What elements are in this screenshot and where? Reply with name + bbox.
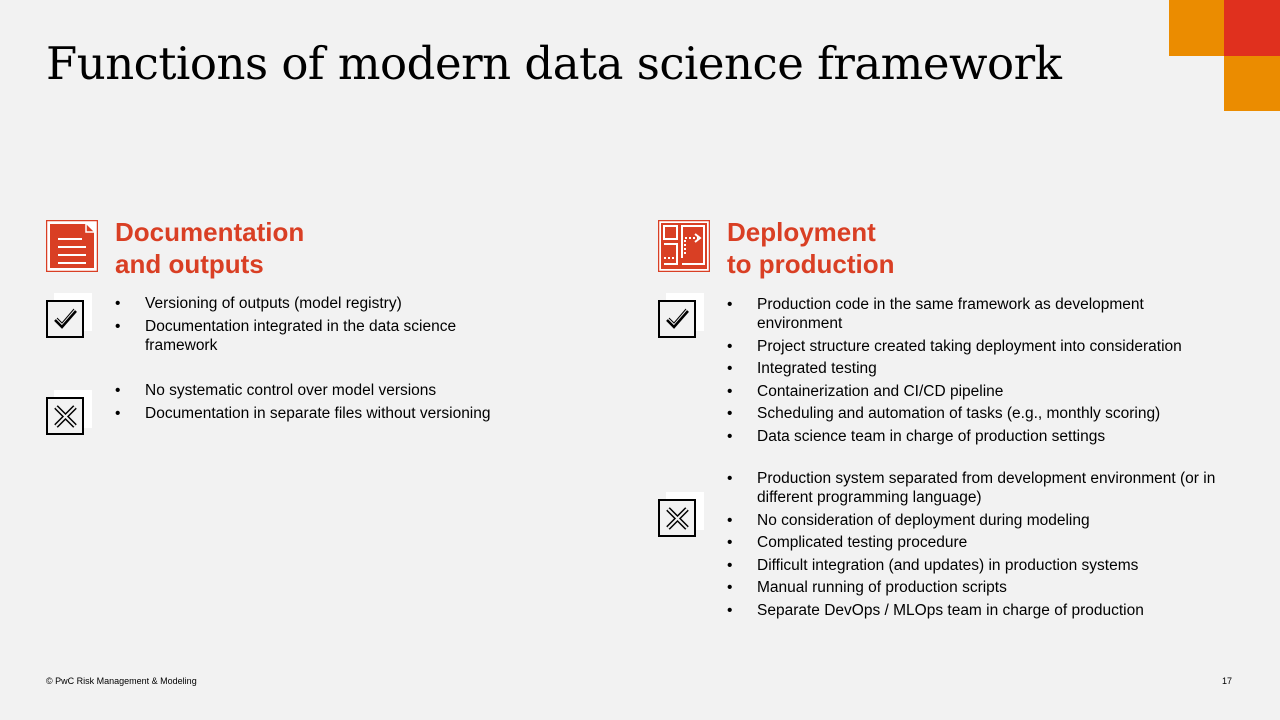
cross-icon (658, 492, 704, 538)
list-item: • Manual running of production scripts (727, 578, 1237, 597)
document-icon (46, 220, 98, 272)
check-icon (46, 293, 92, 339)
deployment-title-line2: to production (727, 249, 895, 279)
check-icon (658, 293, 704, 339)
list-item: • Documentation in separate files without versioning (115, 404, 535, 423)
documentation-title-line1: Documentation (115, 217, 305, 247)
deployment-title-line1: Deployment (727, 217, 876, 247)
documentation-cons-list (115, 381, 535, 426)
deployment-icon (658, 220, 710, 272)
cross-icon (46, 390, 92, 436)
list-item: • Complicated testing procedure (727, 533, 1237, 552)
list-item: • No consideration of deployment during modeling (727, 511, 1237, 530)
deployment-cons-list (727, 469, 1237, 623)
list-item: • Difficult integration (and updates) in production systems (727, 556, 1237, 575)
list-item: • Integrated testing (727, 359, 1217, 378)
list-item: • Containerization and CI/CD pipeline (727, 382, 1217, 401)
list-item: • Scheduling and automation of tasks (e.g., monthly scoring) (727, 404, 1217, 423)
list-item: • Versioning of outputs (model registry) (115, 294, 515, 313)
list-item: • Project structure created taking deployment into consideration (727, 337, 1217, 356)
list-item: • Separate DevOps / MLOps team in charge of production (727, 601, 1237, 620)
page-number: 17 (1222, 676, 1233, 686)
brand-square-orange-bottom (1224, 56, 1280, 111)
documentation-pros-list (115, 294, 515, 358)
slide-title: Functions of modern data science framework (46, 37, 1062, 90)
brand-square-red (1224, 0, 1280, 56)
deployment-pros-list (727, 295, 1217, 449)
documentation-title-line2: and outputs (115, 249, 264, 279)
deployment-title (727, 216, 895, 280)
documentation-title (115, 216, 304, 280)
list-item: • No systematic control over model versions (115, 381, 535, 400)
brand-square-orange-top (1169, 0, 1224, 56)
list-item: • Documentation integrated in the data science framework (115, 317, 515, 355)
footer-copyright: © PwC Risk Management & Modeling (46, 676, 197, 686)
list-item: • Data science team in charge of production settings (727, 427, 1217, 446)
list-item: • Production code in the same framework as development environment (727, 295, 1217, 333)
list-item: • Production system separated from development environment (or in different programming language) (727, 469, 1237, 507)
